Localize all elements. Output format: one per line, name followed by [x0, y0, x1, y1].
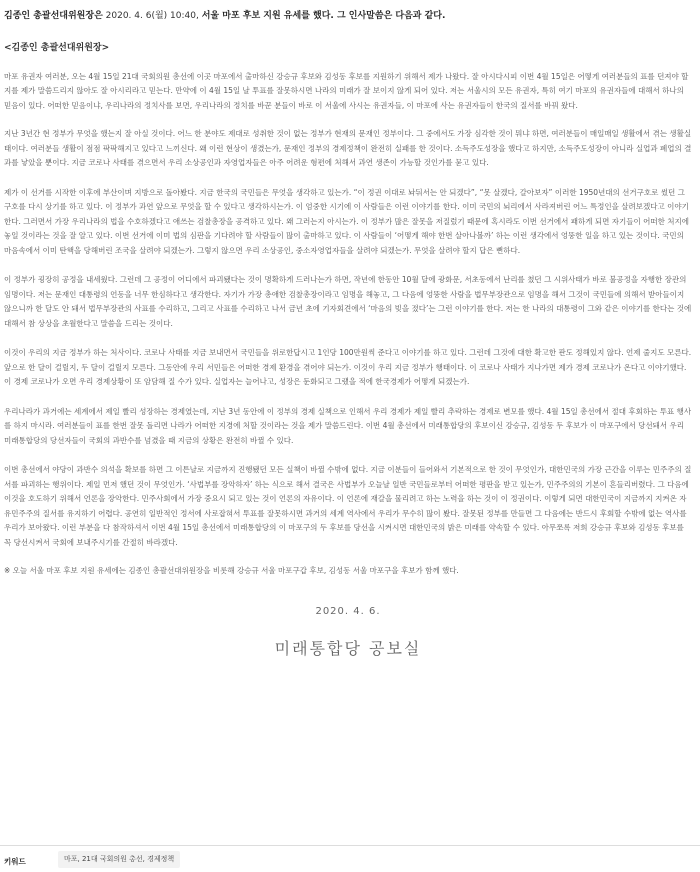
keyword-label: 키워드	[4, 857, 26, 866]
headline-summary: 서울 마포 후보 지원 유세를 했다. 그 인사말씀은 다음과 같다.	[201, 11, 446, 21]
paragraph-2: 지난 3년간 현 정부가 무엇을 했는지 잘 아실 것이다. 어느 한 분야도 제대로 성취한 것이 없는 정부가 현재의 문재인 정부이다. 그 중에서도 가장 심각한 것이 뭐냐 하면, 여러분들이 매일매일 생활에서 겪는 생활실태이다. 여러분들 생활이 점점 팍팍해지고 있다고 느끼신다. 왜 이런 현상이 생겼는가, 문재인 정부의 경제정책이 완전히 실패를 한 것이다. 소득주도성장을 했다고 하지만, 소득주도성장이 아니라 실업과 폐업의 결과를 낳았을 뿐이다. 지금 코로나 사태를 겪으면서 우리 소상공인과 자영업자들은 아주 어려운 형편에 처해서 과연 생존이 가능할 것인가를 묻고 있다.	[4, 129, 692, 167]
paragraph-6: 우리나라가 과거에는 세계에서 제일 빨리 성장하는 경제였는데, 지난 3년 동안에 이 정부의 경제 실책으로 인해서 우리 경제가 제일 빨리 추락하는 경제로 변모를 했다. 4월 15일 총선에서 절대 후회하는 투표 행사를 하지 마시라. 여러분들이 표를 한번 잘못 돌리면 나라가 어떠한 지경에 처할 것이라는 것을 제가 말씀드린다. 이번 4월 총선에서 미래통합당의 후보이신 강승규, 김성동 두 후보가 이 마포구에서 당선돼서 우리 미래통합당의 당선자들이 국회의 과반수를 넘겼을 때 지금의 상황은 완전히 바뀔 수 있다.	[4, 406, 692, 445]
press-release	[4, 0, 692, 657]
attendance-note: ※ 오늘 서울 마포 후보 지원 유세에는 김종인 총괄선대위원장을 비롯해 강승규 서울 마포구갑 후보, 김성동 서울 마포구을 후보가 함께 했다.	[4, 566, 459, 575]
paragraph-7: 이번 총선에서 야당이 과반수 의석을 확보를 하면 그 이튼날로 지금까지 진행됐던 모든 실책이 바뀔 수밖에 없다. 지금 이분들이 들어와서 기본적으로 한 것이 무엇인가, 대한민국의 가장 근간을 이루는 민주주의 질서를 파괴하는 행위이다. 제일 먼저 했던 것이 무엇인가. ‘사법부를 장악하자’ 하는 식으로 해서 결국은 사법부가 오늘날 일반 국민들로부터 어떠한 평판을 받고 있는가, 민주주의의 기본이 흔들리버렸다. 그 다음에 이것을 호도하기 위해서 언론을 장악한다. 민주사회에서 가장 중요시 되고 있는 것이 언론의 자유이다. 이 언론에 재갈을 물리려고 하는 노력을 하는 것이 이 정권이다. 이렇게 되면 대한민국이 지금까지 지켜온 자유민주주의 질서를 유지하기 어렵다. 공연히 일반적인 정서에 사로잡혀서 투표를 잘못하시면 과거의 세계 역사에서 우리가 무수히 많이 봤다. 잘못된 정부를 만들면 그 다음에는 반드시 후회할 수밖에 없는 역사를 우리가 보아왔다. 이런 부분을 다 참작하셔서 이번 4월 15일 총선에서 미래통합당의 이 마포구의 두 후보를 당선을 시켜시면 대한민국의 밝은 미래를 약속할 수 있다. 아무쪼록 저희 강승규 후보와 김성동 후보를 꼭 당선시켜서 국회에 보내주시기를 간절히 바라겠다.	[4, 465, 692, 547]
paragraph-5: 이것이 우리의 지금 정부가 하는 처사이다. 코로나 사태를 지금 보내면서 국민들을 위로한답시고 1인당 100만원씩 준다고 이야기를 하고 있다. 그런데 그것에 대한 확고한 판도 정해있지 않다. 언제 줄지도 모른다. 앞으로 한 달이 걸릴지, 두 달이 걸릴지 모른다. 그동안에 우리 서민들은 어떠한 경제 환경을 겪어야 되는가. 이것이 우리 지금 정부가 행태이다. 이 코로나 사태가 지나가면 제가 경제 코로나가 온다고 이야기했다. 이 경제 코로나가 오면 우리 경제상황이 또 암담해 질 수가 있다. 실업자는 늘어나고, 성장은 둔화되고 그랬을 적에 한국경제가 어떻게 되겠는가.	[4, 348, 692, 386]
issuing-office: 미래통합당 공보실	[274, 639, 422, 658]
keyword-tag[interactable]: 마포, 21대 국회의원 총선, 경제정책	[58, 851, 180, 868]
headline-date: 2020. 4. 6(월) 10:40,	[105, 11, 199, 21]
paragraph-3: 제가 이 선거를 시작한 이후에 부산이며 지방으로 돌아봤다. 지금 한국의 국민들은 무엇을 생각하고 있는가. “이 정권 이대로 놔둬서는 안 되겠다”, “못 살겠다, 갈아보자” 이러한 1950년대의 선거구호로 썼던 그 구호를 다시 상기를 하고 있다. 이 정부가 과연 앞으로 무엇을 할 수 있다고 생각하시는가. 이 엄중한 시기에 이 사람들은 이런 이야기를 한다. 이미 국민의 뇌리에서 사라져버린 어느 특정인을 살려보겠다고 이야기한다. 그러면서 가장 우리나라의 법을 수호하겠다고 애쓰는 검찰총장을 공격하고 있다. 왜 그러는지 아시는가. 이 정부가 많은 잘못을 저질렀기 때문에 혹시라도 이번 선거에서 패하게 되면 자기들이 어떠한 처지에 놓일 것이라는 것을 잘 알고 있다. 이번 선거에 이미 법의 심판을 기다려야 할 사람들이 많이 출마하고 있다. 이 사람들이 ‘어떻게 해야 한번 살아나볼까’ 하는 이런 생각에서 엉뚱한 일을 하고 있는 것이다. 국민의 마음속에서 이미 탄핵을 당해버린 조국을 살려야 되겠는가. 그렇지 않으면 우리 소상공인, 중소자영업자들을 살려야 되겠는가. 무엇을 살려야 할지 답은 뻔하다.	[4, 187, 689, 255]
paragraph-1: 마포 유권자 여러분, 오는 4월 15일 21대 국회의원 총선에 이곳 마포에서 출마하신 강승규 후보와 김성동 후보를 지원하기 위해서 제가 나왔다. 잘 아시다시피 이번 4월 15일은 어떻게 여러분들의 표를 던져야 할지를 제가 말씀드리지 않아도 잘 아시리라고 믿는다. 만약에 이 4월 15일 날 투표를 잘못하시면 나라의 미래가 잘 보이지 않게 되어 있다. 저는 서울시의 모든 유권자, 특히 여기 마포의 유권자들에 대해서 하나의 믿음이 있다. 어떠한 믿음이냐, 우리나라의 정치사를 보면, 우리나라의 정치를 바꾼 분들이 바로 이 서울에 사시는 유권자들, 이 마포에 사는 유권자들이 한국의 질서를 바꿔 왔다.	[4, 71, 689, 110]
speaker-heading: <김종인 총괄선대위원장>	[4, 43, 110, 53]
paragraph-4: 이 정부가 굉장히 공정을 내세웠다. 그런데 그 공정이 어디에서 파괴됐다는 것이 명확하게 드러나는가 하면, 작년에 한동안 10월 달에 광화문, 서초동에서 난리를 쳤던 그 시위사태가 바로 불공정을 자행한 장관의 임명이다. 저는 문재인 대통령의 언동을 너무 한심하다고 생각한다. 자기가 가장 총애한 검찰총장이라고 임명을 해놓고, 그 다음에 엉뚱한 사람을 법무부장관으로 임명을 해서 그것이 국민들에 의해서 받아들이지 않으니까 한 달도 안 돼서 법무부장관의 사표를 수리하고, 그리고 사표를 수리하고 나서 금년 초에 기자회견에서 ‘마음의 빚을 졌다’는 그런 이야기를 한다. 저는 한 나라의 대통령이 그와 같은 이야기를 한다는 것에 대해서 참 상상을 초월한다고 말씀을 드리는 것이다.	[4, 275, 692, 328]
headline	[4, 9, 692, 23]
keyword-bar	[0, 845, 700, 872]
release-date: 2020. 4. 6.	[315, 605, 381, 617]
headline-lead: 김종인 총괄선대위원장은	[4, 11, 103, 21]
